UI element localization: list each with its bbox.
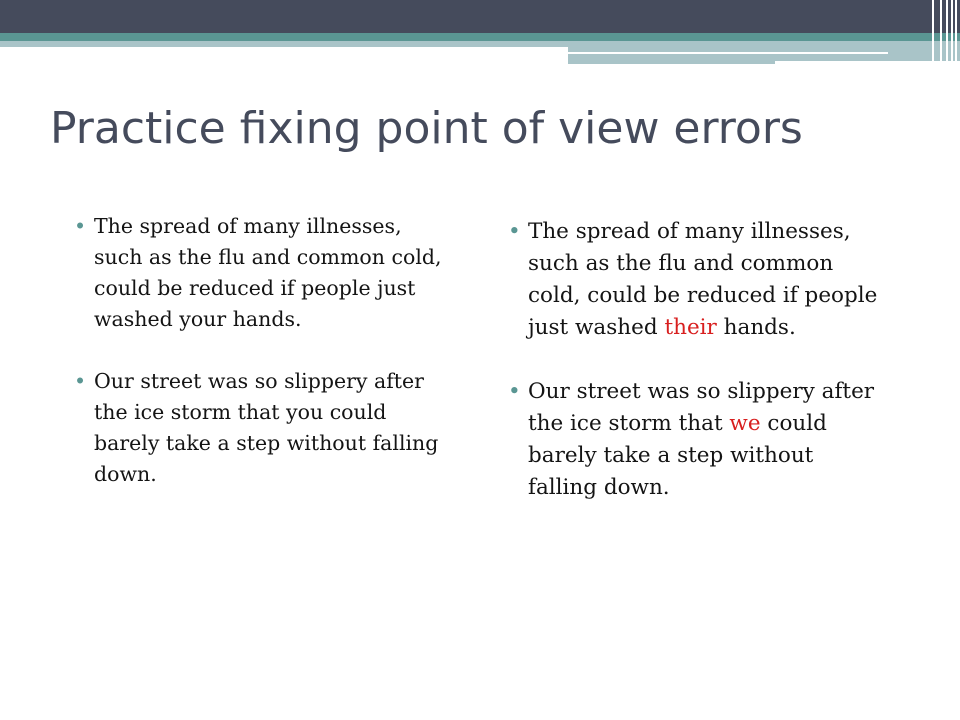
corner-stripe <box>951 0 953 64</box>
corner-stripe <box>932 0 934 64</box>
original-sentences-column <box>72 211 452 490</box>
corner-stripe <box>955 0 957 64</box>
corrected-sentence <box>506 216 886 344</box>
light-accent-band <box>0 41 568 47</box>
accent-divider-line <box>568 52 888 54</box>
teal-accent-band <box>0 33 960 41</box>
bullet-dot-icon: • <box>508 379 521 404</box>
bullet-dot-icon: • <box>74 369 87 393</box>
corrected-sentences-column <box>506 216 886 504</box>
sentence-text: hands. <box>716 315 796 340</box>
top-banner <box>0 0 960 33</box>
corrected-word: their <box>664 315 717 340</box>
original-sentence <box>72 366 452 490</box>
bullet-dot-icon: • <box>74 214 87 238</box>
corner-stripe <box>946 0 948 64</box>
original-sentences-list <box>72 211 452 490</box>
corrected-sentences-list <box>506 216 886 504</box>
original-sentence-text: The spread of many illnesses, such as the flu and common cold, could be reduced if people just washed your hands. <box>94 214 442 331</box>
sentence-text: The spread of many illnesses, such as the flu and common cold, could be reduced if people just washed <box>528 219 878 340</box>
sentence-text: could barely take a step without falling down. <box>528 411 827 500</box>
corrected-sentence <box>506 376 886 504</box>
corner-stripe <box>940 0 942 64</box>
bullet-dot-icon: • <box>508 219 521 244</box>
original-sentence-text: Our street was so slippery after the ice storm that you could barely take a step without falling down. <box>94 369 439 486</box>
corrected-word: we <box>729 411 761 436</box>
sentence-text: Our street was so slippery after the ice storm that <box>528 379 875 436</box>
original-sentence <box>72 211 452 335</box>
slide-title: Practice fixing point of view errors <box>50 103 803 154</box>
